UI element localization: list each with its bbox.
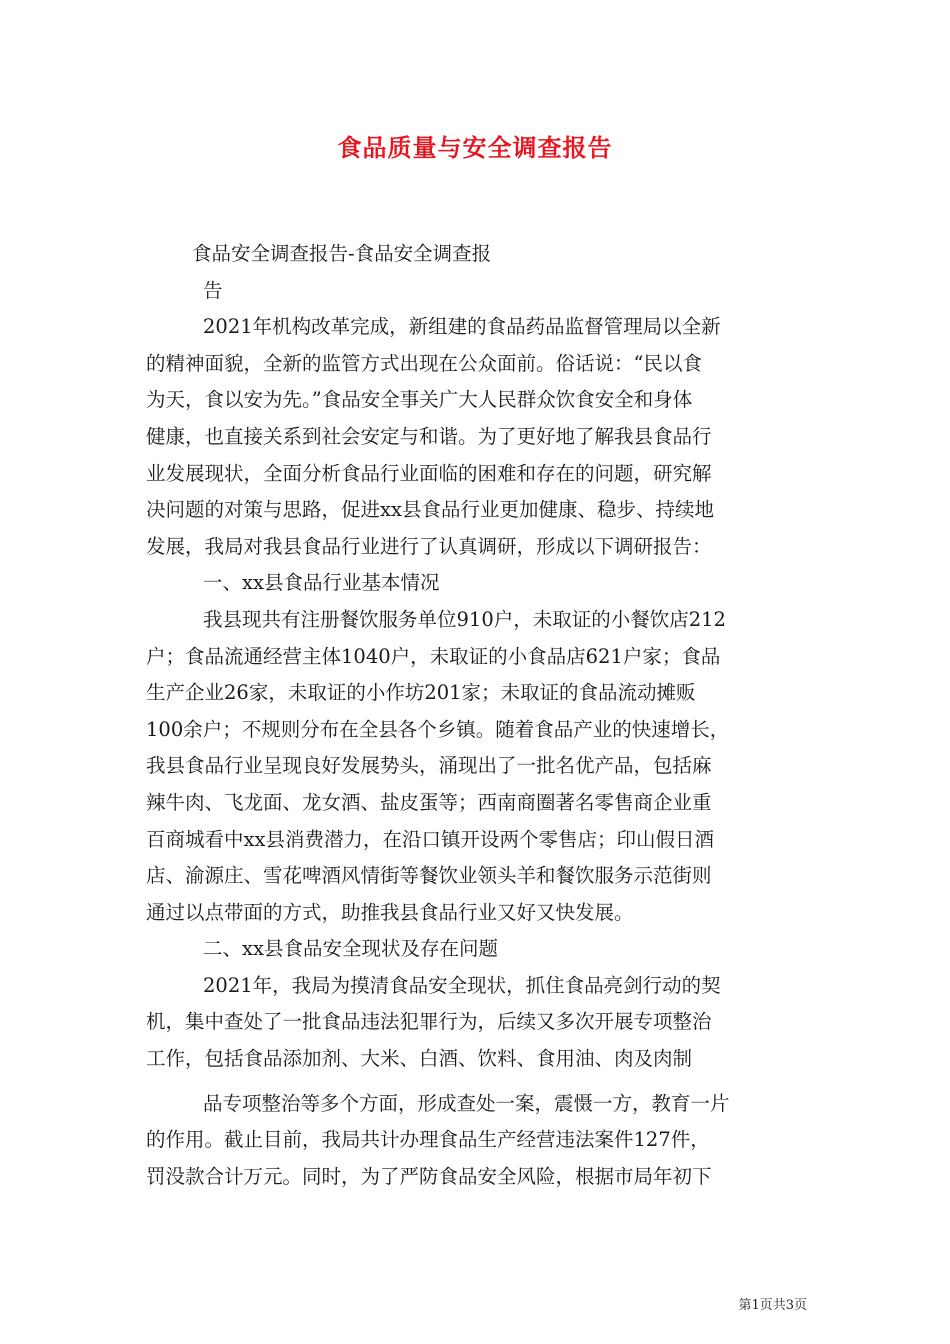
text-line: 通过以点带面的方式，助推我县食品行业又好又快发展。 <box>146 900 634 924</box>
text-line: 业发展现状，全面分析食品行业面临的困难和存在的问题，研究解 <box>146 461 712 485</box>
text-line: 为天，食以安为先。”食品安全事关广大人民群众饮食安全和身体 <box>146 388 693 412</box>
paragraph-enforcement <box>146 1086 810 1196</box>
paragraph-basic-situation <box>146 602 810 931</box>
text-line: 健康，也直接关系到社会安定与和谐。为了更好地了解我县食品行 <box>146 424 712 448</box>
subtitle-line-2: 告 <box>203 278 223 302</box>
text-line: 100余户；不规则分布在全县各个乡镇。随着食品产业的快速增长， <box>146 717 730 741</box>
paragraph-intro <box>146 309 810 565</box>
subtitle-line-1: 食品安全调查报告-食品安全调查报 <box>192 242 492 265</box>
text-line: 店、渝源庄、雪花啤酒风情街等餐饮业领头羊和餐饮服务示范街则 <box>146 864 712 888</box>
text-line: 我县现共有注册餐饮服务单位910户，未取证的小餐饮店212 <box>203 607 726 631</box>
text-line: 2021年，我局为摸清食品安全现状，抓住食品亮剑行动的契 <box>203 973 721 997</box>
document-body <box>146 236 810 1195</box>
text-line: 百商城看中xx县消费潜力，在沿口镇开设两个零售店；印山假日酒 <box>146 827 714 851</box>
text-line: 辣牛肉、飞龙面、龙女酒、盐皮蛋等；西南商圈著名零售商企业重 <box>146 790 712 814</box>
text-line: 户；食品流通经营主体1040户，未取证的小食品店621户家；食品 <box>146 644 721 668</box>
text-line: 决问题的对策与思路，促进xx县食品行业更加健康、稳步、持续地 <box>146 498 714 522</box>
text-line: 生产企业26家，未取证的小作坊201家；未取证的食品流动摊贩 <box>146 681 696 705</box>
text-line: 的精神面貌，全新的监管方式出现在公众面前。俗话说：“民以食 <box>146 351 702 375</box>
paragraph-safety-status <box>146 968 810 1078</box>
text-line: 2021年机构改革完成，新组建的食品药品监督管理局以全新 <box>203 315 721 339</box>
section-heading-1: 一、xx县食品行业基本情况 <box>203 571 440 595</box>
text-line: 罚没款合计万元。同时，为了严防食品安全风险，根据市局年初下 <box>146 1164 712 1188</box>
text-line: 工作，包括食品添加剂、大米、白酒、饮料、食用油、肉及肉制 <box>146 1047 693 1071</box>
section-heading-2: 二、xx县食品安全现状及存在问题 <box>203 937 498 961</box>
text-line: 发展，我局对我县食品行业进行了认真调研，形成以下调研报告： <box>146 534 712 558</box>
text-line: 品专项整治等多个方面，形成查处一案，震慑一方，教育一片 <box>203 1091 730 1115</box>
page-number: 第1页共3页 <box>738 1298 807 1313</box>
document-title: 食品质量与安全调查报告 <box>337 133 613 162</box>
text-line: 我县食品行业呈现良好发展势头，涌现出了一批名优产品，包括麻 <box>146 754 712 778</box>
text-line: 的作用。截止目前，我局共计办理食品生产经营违法案件127件， <box>146 1128 710 1152</box>
text-line: 机，集中查处了一批食品违法犯罪行为，后续又多次开展专项整治 <box>146 1010 712 1034</box>
